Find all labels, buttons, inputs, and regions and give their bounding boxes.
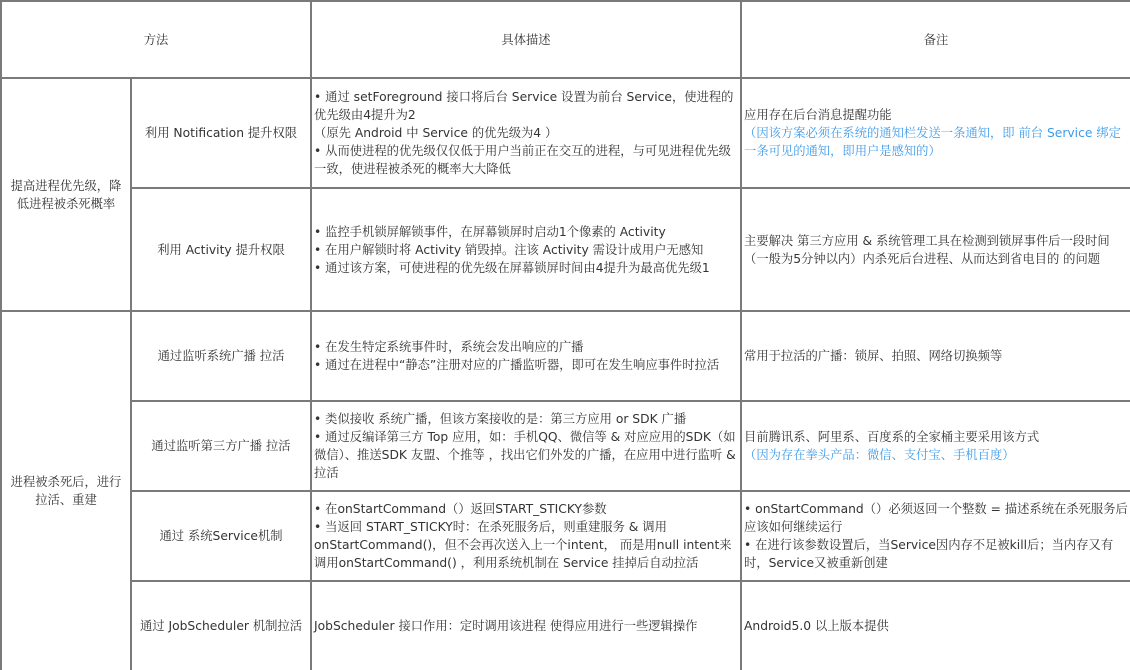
description-line: • 通过 setForeground 接口将后台 Service 设置为前台 Service，使进程的优先级由4提升为2 [314, 90, 734, 122]
category-cell: 提高进程优先级，降低进程被杀死概率 [1, 78, 131, 311]
description-line: • 监控手机锁屏解锁事件，在屏幕锁屏时启动1个像素的 Activity [314, 224, 666, 239]
description-line: • 类似接收 系统广播，但该方案接收的是：第三方应用 or SDK 广播 [314, 412, 687, 426]
method-cell: 利用 Activity 提升权限 [131, 188, 311, 311]
method-cell: 通过 系统Service机制 [131, 491, 311, 581]
description-line: • 通过该方案，可使进程的优先级在屏幕锁屏时间由4提升为最高优先级1 [314, 260, 710, 275]
note-text: 主要解决 第三方应用 & 系统管理工具在检测到锁屏事件后一段时间（一般为5分钟以内）内杀死后台进程、从而达到省电目的 的问题 [744, 233, 1110, 266]
note-cell [741, 188, 1130, 311]
description-line: • 在发生特定系统事件时，系统会发出响应的广播 [314, 340, 584, 354]
category-cell: 进程被杀死后，进行拉活、重建 [1, 311, 131, 670]
note-highlight: （因该方案必须在系统的通知栏发送一条通知，即 前台 Service 绑定 一条可见的通知，即用户是感知的） [744, 126, 1121, 158]
description-line: • 当返回 START_STICKY时：在杀死服务后，则重建服务 & 调用onStartCommand()，但不会再次送入上一个intent， 而是用null intent来调用onStartCommand() ，利用系统机制在 Service 挂掉后自动拉活 [314, 520, 732, 570]
header-description: 具体描述 [311, 1, 741, 78]
description-line: • 通过反编译第三方 Top 应用，如：手机QQ、微信等 & 对应应用的SDK（如微信）、推送SDK 友盟、个推等 ，找出它们外发的广播，在应用中进行监听 & 拉活 [314, 430, 736, 480]
description-cell [311, 311, 741, 401]
description-cell [311, 78, 741, 188]
header-note: 备注 [741, 1, 1130, 78]
method-cell: 利用 Notification 提升权限 [131, 78, 311, 188]
description-cell [311, 188, 741, 311]
table-row [1, 311, 1130, 401]
note-text: 目前腾讯系、阿里系、百度系的全家桶主要采用该方式 [744, 430, 1040, 444]
header-row [1, 1, 1130, 78]
note-text: 应用存在后台消息提醒功能 [744, 108, 892, 122]
description-cell [311, 401, 741, 491]
table-row [1, 78, 1130, 188]
method-cell: 通过监听第三方广播 拉活 [131, 401, 311, 491]
table-row [1, 188, 1130, 311]
note-highlight: （因为存在拳头产品：微信、支付宝、手机百度） [744, 448, 1015, 462]
method-cell: 通过监听系统广播 拉活 [131, 311, 311, 401]
note-cell [741, 401, 1130, 491]
note-cell [741, 311, 1130, 401]
description-line: （原先 Android 中 Service 的优先级为4 ） [314, 126, 558, 140]
method-cell: 通过 JobScheduler 机制拉活 [131, 581, 311, 670]
description-line: • 从而使进程的优先级仅仅低于用户当前正在交互的进程，与可见进程优先级一致，使进程被杀死的概率大大降低 [314, 144, 731, 176]
note-cell [741, 78, 1130, 188]
table-row [1, 401, 1130, 491]
header-method: 方法 [1, 1, 311, 78]
description-line: • 在onStartCommand（）返回START_STICKY参数 [314, 502, 607, 516]
note-line: • onStartCommand（）必须返回一个整数 = 描述系统在杀死服务后应该如何继续运行 [744, 502, 1128, 534]
note-line: • 在进行该参数设置后，当Service因内存不足被kill后；当内存又有时，Service又被重新创建 [744, 538, 1114, 570]
note-cell [741, 491, 1130, 581]
description-line: • 在用户解锁时将 Activity 销毁掉。注该 Activity 需设计成用户无感知 [314, 242, 704, 257]
description-line: • 通过在进程中“静态”注册对应的广播监听器，即可在发生响应事件时拉活 [314, 358, 720, 372]
description-cell [311, 581, 741, 670]
note-text: 常用于拉活的广播：锁屏、拍照、网络切换频等 [744, 349, 1003, 363]
note-text: Android5.0 以上版本提供 [744, 619, 889, 633]
table-row [1, 491, 1130, 581]
description-cell [311, 491, 741, 581]
table-row [1, 581, 1130, 670]
description-line: JobScheduler 接口作用：定时调用该进程 使得应用进行一些逻辑操作 [314, 619, 698, 633]
note-cell [741, 581, 1130, 670]
